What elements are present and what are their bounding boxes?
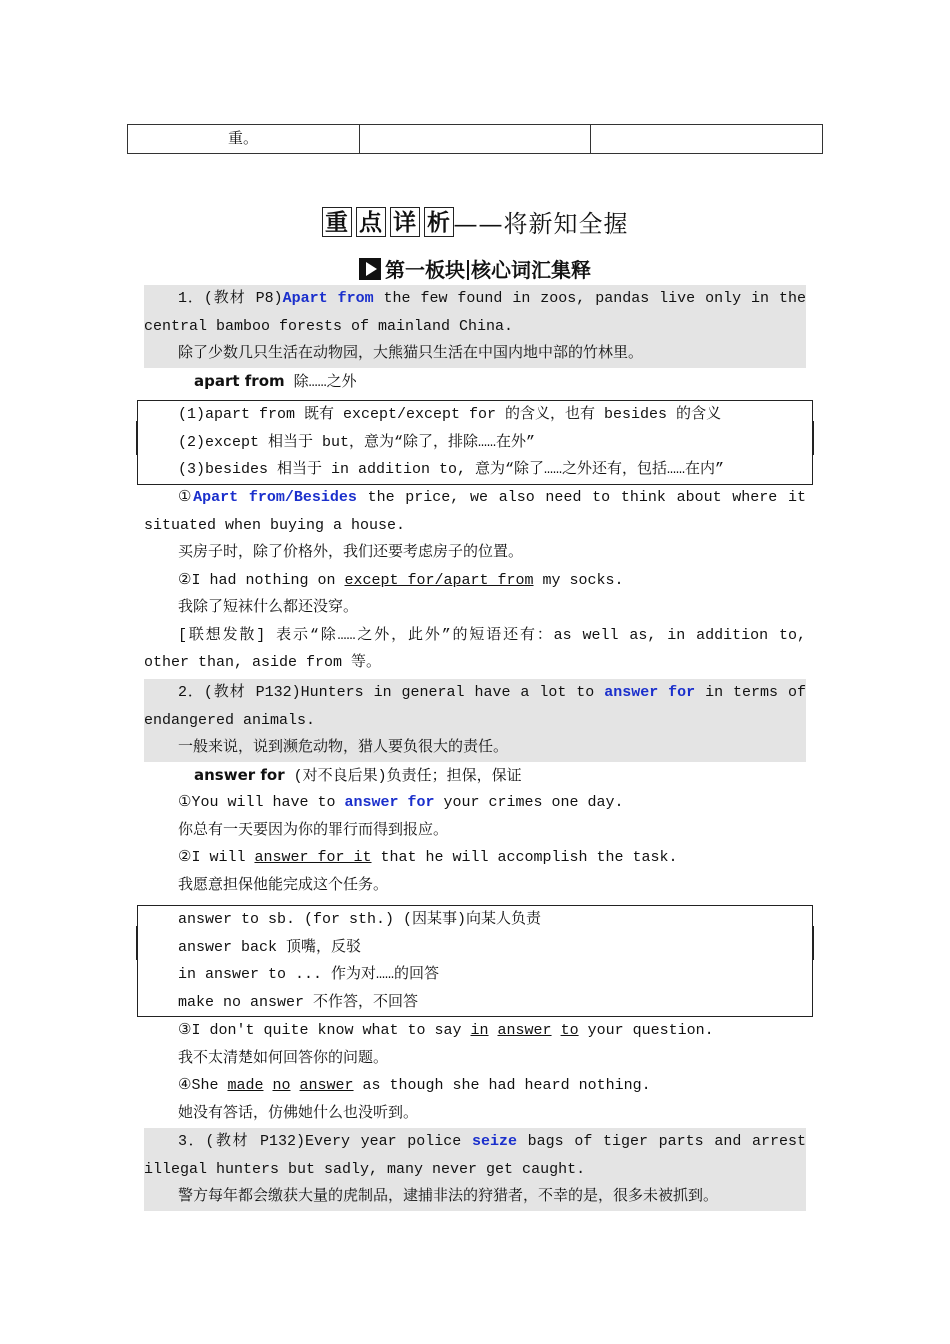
sentence-text: your crimes one day. xyxy=(434,794,624,811)
item-2 xyxy=(144,679,806,899)
top-table xyxy=(127,124,823,154)
boxed-title xyxy=(322,207,454,237)
sentence-text: ④She xyxy=(178,1077,228,1094)
translation: 她没有答话，仿佛她什么也没听到。 xyxy=(178,1104,419,1122)
sub-heading xyxy=(0,254,950,283)
sentence-text: ②I had nothing on xyxy=(178,571,345,589)
table-cell xyxy=(360,125,592,153)
sentence-text: ①You will have to xyxy=(178,794,345,811)
example-2 xyxy=(144,844,806,872)
answer-blank: made xyxy=(227,1077,264,1094)
example-sentence xyxy=(144,1128,806,1156)
sentence-text: 3．(教材 P132)Every year police xyxy=(178,1133,472,1150)
keyword: seize xyxy=(471,1133,517,1150)
sentence-text: 2．(教材 P132)Hunters in general have a lot to xyxy=(178,684,605,701)
sentence-text: in terms of xyxy=(695,684,806,701)
boxed-char: 点 xyxy=(356,207,386,237)
example-sentence xyxy=(144,679,806,707)
sentence-text: the few found in zoos, pandas live only in the xyxy=(373,290,806,307)
association-note-cont: other than, aside from 等。 xyxy=(144,654,382,671)
sentence-text: the price, we also need to think about where it xyxy=(367,489,806,506)
sub-heading-left: 第一板块 xyxy=(385,258,465,282)
phrase: apart from xyxy=(194,371,285,390)
sentence-text: my socks. xyxy=(533,571,624,589)
sentence-text: that he will accomplish the task. xyxy=(371,849,678,866)
answer-blank: no xyxy=(272,1077,291,1094)
answer-blank: except for/apart from xyxy=(344,571,534,589)
translation: 你总有一天要因为你的罪行而得到报应。 xyxy=(178,821,449,839)
table-cell xyxy=(591,125,822,153)
section-heading xyxy=(0,204,950,239)
example-number: ① xyxy=(178,489,194,506)
table-cell: 重。 xyxy=(128,125,360,153)
item-1 xyxy=(144,285,806,395)
heading-rest: ——将新知全握 xyxy=(453,210,629,238)
translation: 我不太清楚如何回答你的问题。 xyxy=(178,1049,389,1067)
example-sentence-cont: illegal hunters but sadly, many never get caught. xyxy=(144,1156,806,1184)
phrase-definition xyxy=(144,762,806,790)
phrase-definition xyxy=(144,368,806,396)
sentence-text: as though she had heard nothing. xyxy=(353,1077,651,1094)
boxed-char: 重 xyxy=(322,207,352,237)
note-line: answer to sb. (for sth.) (因某事)向某人负责 xyxy=(178,911,542,928)
item-3 xyxy=(144,1128,806,1211)
example-sentence-cont: endangered animals. xyxy=(144,707,806,735)
answer-blank: answer xyxy=(299,1077,354,1094)
note-line: (1)apart from 既有 except/except for 的含义，也有 besides 的含义 xyxy=(178,406,722,423)
keyword: Apart from xyxy=(282,290,374,307)
keyword: Apart from/Besides xyxy=(193,489,357,506)
example-1 xyxy=(144,789,806,817)
boxed-char: 详 xyxy=(390,207,420,237)
translation: 我除了短袜什么都还没穿。 xyxy=(178,599,359,616)
sentence-text: ③I don't quite know what to say xyxy=(178,1022,471,1039)
note-box-2 xyxy=(137,905,813,1017)
translation: 一般来说，说到濒危动物，猎人要负很大的责任。 xyxy=(144,734,806,762)
note-line: (3)besides 相当于 in addition to, 意为“除了……之外还有，包括……在内” xyxy=(178,461,725,478)
translation: 警方每年都会缴获大量的虎制品，逮捕非法的狩猎者，不幸的是，很多未被抓到。 xyxy=(144,1183,806,1211)
keyword: answer for xyxy=(344,794,435,811)
phrase-def: (对不良后果)负责任；担保，保证 xyxy=(284,767,522,785)
answer-blank: to xyxy=(560,1022,579,1039)
sentence-text: your question. xyxy=(578,1022,714,1039)
translation: 买房子时，除了价格外，我们还要考虑房子的位置。 xyxy=(178,544,524,561)
item-2-examples xyxy=(144,1017,806,1127)
item-1-examples xyxy=(144,484,806,677)
translation: 除了少数几只生活在动物园，大熊猫只生活在中国内地中部的竹林里。 xyxy=(144,340,806,368)
divider xyxy=(467,260,469,280)
note-line: make no answer 不作答，不回答 xyxy=(178,993,419,1011)
phrase: answer for xyxy=(194,765,285,784)
example-4 xyxy=(144,1072,806,1100)
play-icon xyxy=(359,258,381,280)
answer-blank: answer for it xyxy=(254,849,372,866)
sentence-text: bags of tiger parts and arrest xyxy=(517,1133,806,1150)
association-note: [联想发散] 表示“除……之外，此外”的短语还有：as well as, in addition to, xyxy=(178,626,806,644)
example-2 xyxy=(144,567,806,595)
keyword: answer for xyxy=(604,684,696,701)
sentence-text: ②I will xyxy=(178,849,255,866)
example-1-cont: situated when buying a house. xyxy=(144,516,406,534)
phrase-def: 除……之外 xyxy=(284,373,357,391)
note-line: answer back 顶嘴，反驳 xyxy=(178,938,362,956)
example-3 xyxy=(144,1017,806,1045)
item-number: 1．(教材 P8) xyxy=(178,290,283,307)
answer-blank: in xyxy=(470,1022,489,1039)
example-sentence-cont: central bamboo forests of mainland China. xyxy=(144,313,806,341)
note-line: in answer to ... 作为对……的回答 xyxy=(178,966,440,983)
example-sentence xyxy=(144,285,806,313)
boxed-char: 析 xyxy=(424,207,454,237)
note-box-1 xyxy=(137,400,813,485)
note-line: (2)except 相当于 but，意为“除了，排除……在外” xyxy=(178,433,536,451)
example-1 xyxy=(144,484,806,512)
translation: 我愿意担保他能完成这个任务。 xyxy=(178,876,389,894)
answer-blank: answer xyxy=(497,1022,552,1039)
sub-heading-right: 核心词汇集释 xyxy=(471,258,591,282)
